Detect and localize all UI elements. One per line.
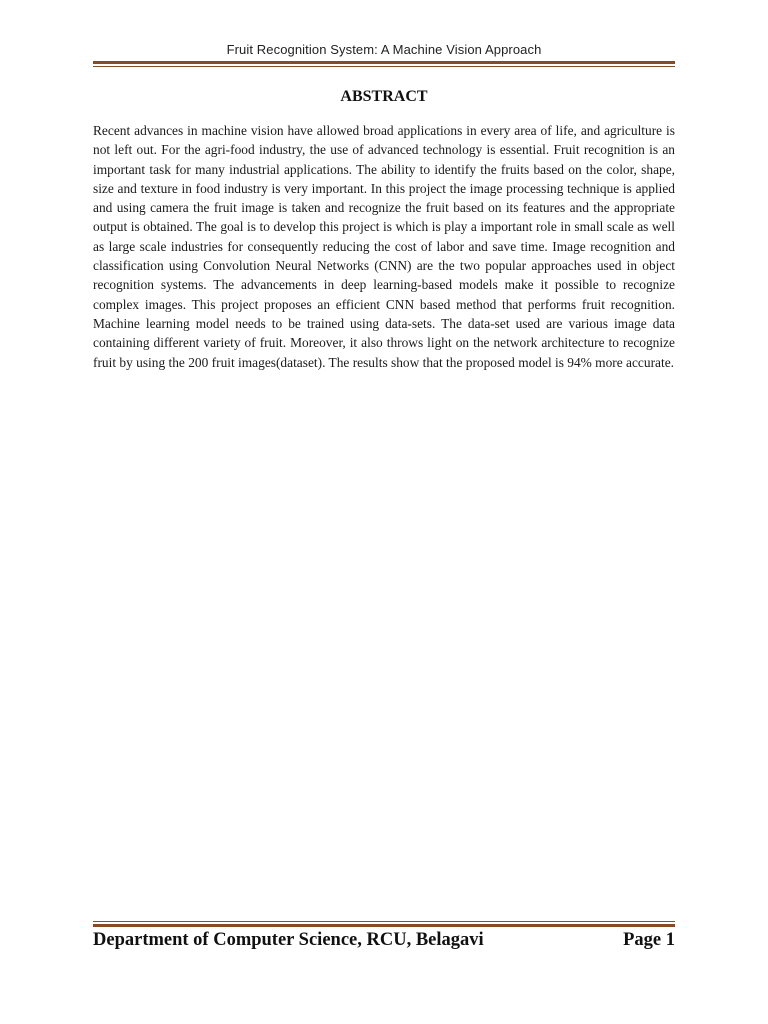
footer-rule-thick: [93, 924, 675, 927]
header-rule-thin: [93, 66, 675, 67]
footer-page-number: Page 1: [623, 930, 675, 950]
section-heading: ABSTRACT: [340, 88, 428, 105]
header-rule-thick: [93, 61, 675, 64]
running-header-title: Fruit Recognition System: A Machine Vision Approach: [226, 42, 542, 57]
abstract-paragraph: Recent advances in machine vision have allowed broad applications in every area of life, and agriculture is not left out. For the agri-food industry, the use of advanced technology is essential. Fruit recognition is an important task for many industrial applications. The ability to identify the fruits based on the color, shape, size and texture in food industry is very important. In this project the image processing technique is applied and using camera the fruit image is taken and recognize the fruit based on its features and the appropriate output is obtained. The goal is to develop this project is which is play a important role in small scale as well as large scale industries for consequently reducing the cost of labor and save time. Image recognition and classification using Convolution Neural Networks (CNN) are the two popular approaches used in object recognition systems. The advancements in deep learning-based models make it possible to recognize complex images. This project proposes an efficient CNN based method that performs fruit recognition. Machine learning model needs to be trained using data-sets. The data-set used are various image data containing different variety of fruit. Moreover, it also throws light on the network architecture to recognize fruit by using the 200 fruit images(dataset). The results show that the proposed model is 94% more accurate.: [93, 123, 675, 370]
footer-department: Department of Computer Science, RCU, Belagavi: [93, 930, 484, 950]
page-footer: [93, 930, 675, 951]
footer-rule-thin: [93, 921, 675, 922]
